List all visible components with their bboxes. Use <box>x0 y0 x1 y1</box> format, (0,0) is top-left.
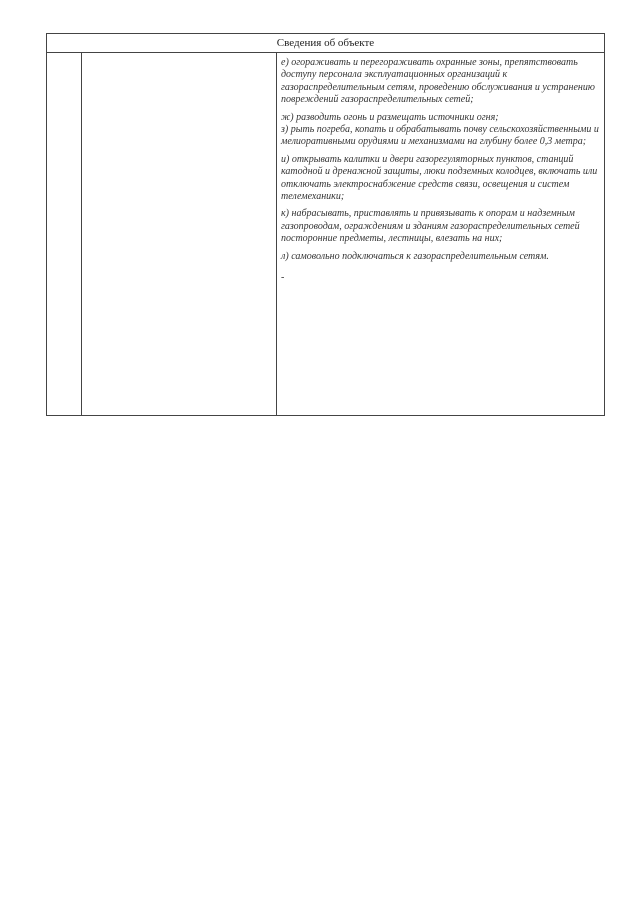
paragraph-i: и) открывать калитки и двери газорегуляторных пунктов, станций катодной и дренажной защиты, люки подземных колодцев, включать или отключать электроснабжение средств связи, освещения и систем телемеханики; <box>281 153 598 203</box>
name-cell <box>82 53 277 416</box>
trailing-mark: - <box>281 272 285 284</box>
number-cell <box>47 53 82 416</box>
paragraph-z: з) рыть погреба, копать и обрабатывать почву сельскохозяйственными и мелиоративными орудиями и механизмами на глубину более 0,3 метра; <box>281 124 599 148</box>
paragraph-l: л) самовольно подключаться к газораспределительным сетям. <box>281 250 549 262</box>
object-info-table <box>46 33 605 416</box>
table-header: Сведения об объекте <box>47 34 605 53</box>
paragraph-k: к) набрасывать, приставлять и привязывать к опорам и надземным газопроводам, ограждениям и зданиям газораспределительных сетей посторонние предметы, лестницы, влезать на них; <box>281 208 580 245</box>
paragraph-zh: ж) разводить огонь и размещать источники огня; <box>281 111 499 123</box>
table-body-row <box>47 53 605 416</box>
paragraph-e: е) огораживать и перегораживать охранные зоны, препятствовать доступу персонала эксплуатационных организаций к газораспределительным сетям, проведению обслуживания и устранению повреждений газораспределительных сетей; <box>281 57 595 106</box>
table-header-row <box>47 34 605 53</box>
description-cell <box>277 53 605 416</box>
